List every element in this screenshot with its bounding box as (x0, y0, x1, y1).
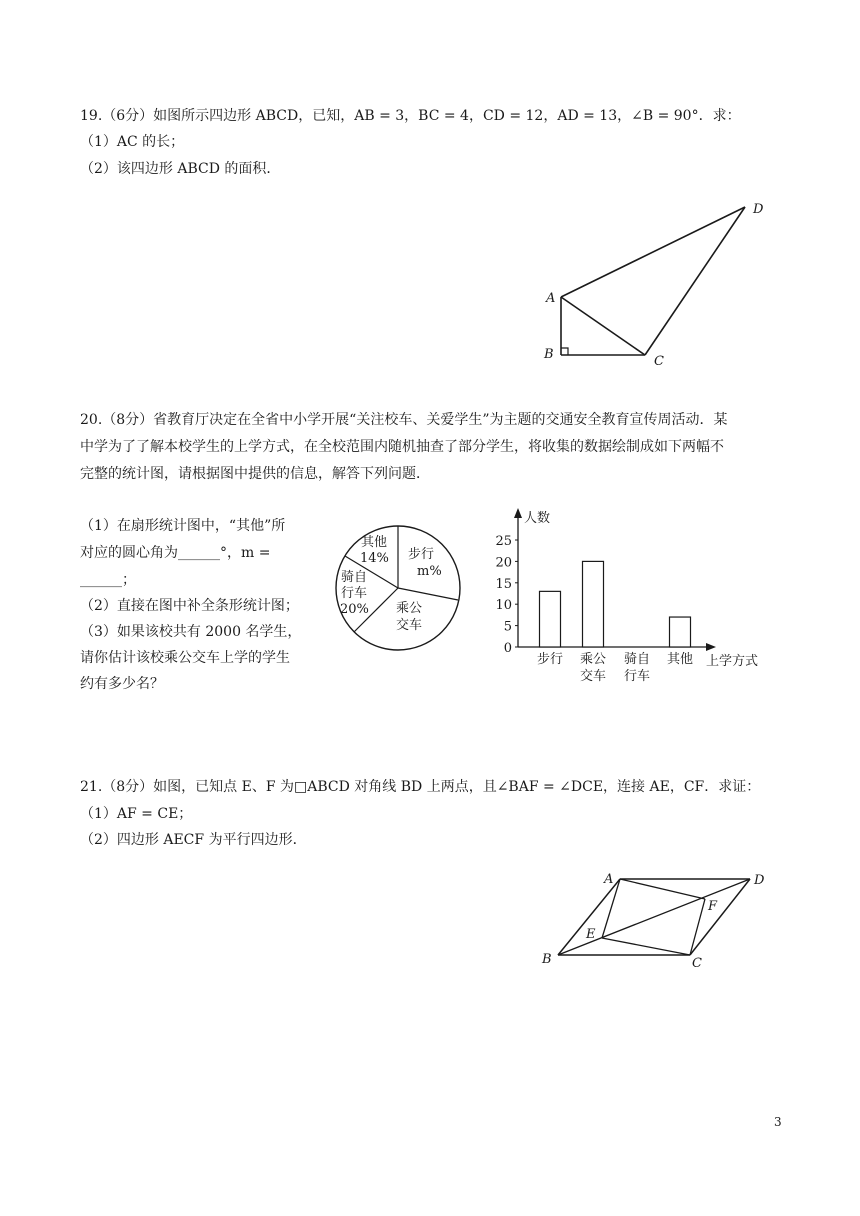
q20-text-6: 请你估计该校乘公交车上学的学生 (80, 650, 290, 666)
y-axis-arrow (514, 508, 522, 518)
y-tick-label-4: 20 (495, 555, 512, 571)
q20-text-3: ______； (80, 572, 136, 588)
q20-text-4: （2）直接在图中补全条形统计图； (80, 598, 299, 614)
q21-part2: （2）四边形 AECF 为平行四边形． (80, 832, 307, 848)
q19-label-c: C (654, 354, 664, 369)
category-label-2-0: 骑自 (623, 652, 651, 667)
q21-label-a: A (604, 872, 614, 887)
y-tick-label-1: 5 (503, 619, 512, 635)
pie-walk-label: 步行 (408, 547, 435, 562)
q19-figure (530, 195, 780, 375)
y-axis-label: 人数 (524, 511, 551, 526)
q20-stem-line1: 20.（8分）省教育厅决定在全省中小学开展“关注校车、关爱学生”为主题的交通安全教育宣传周活动．某 (80, 412, 728, 428)
pie-bus-label-1: 乘公 (396, 601, 423, 616)
q21-label-d: D (754, 873, 765, 888)
category-label-0-0: 步行 (536, 652, 564, 667)
y-tick-label-3: 15 (495, 576, 512, 592)
y-tick-label-2: 10 (495, 598, 512, 614)
category-label-2-1: 行车 (623, 669, 651, 684)
q21-stem: 21.（8分）如图，已知点 E、F 为□ABCD 对角线 BD 上两点，且∠BAF = ∠DCE，连接 AE，CF．求证： (80, 779, 761, 795)
bar-3 (670, 617, 691, 647)
pie-other-percent: 14% (360, 551, 389, 566)
category-label-3-0: 其他 (666, 652, 694, 667)
pie-walk-percent: m% (417, 564, 442, 579)
q20-text-7: 约有多少名？ (80, 676, 164, 692)
q21-label-c: C (692, 956, 702, 971)
bar-chart (480, 500, 780, 690)
y-tick-label-0: 0 (503, 641, 512, 656)
q21-figure (530, 865, 790, 975)
q19-label-d: D (753, 202, 764, 217)
q20-stem-line3: 完整的统计图，请根据图中提供的信息，解答下列问题． (80, 466, 430, 482)
page-number: 3 (774, 1115, 782, 1129)
pie-chart (330, 518, 470, 663)
q21-label-b: B (542, 952, 552, 967)
pie-bike-label-1: 骑自 (341, 570, 368, 585)
q21-label-e: E (586, 927, 596, 942)
q20-text-1: （1）在扇形统计图中，“其他”所 (80, 518, 286, 534)
pie-bike-label-2: 行车 (341, 586, 368, 601)
y-tick-label-5: 25 (495, 534, 512, 549)
x-axis-arrow (706, 643, 716, 651)
q19-label-b: B (544, 347, 554, 362)
pie-bike-percent: 20% (340, 602, 369, 617)
pie-divider-right (398, 588, 458, 600)
q20-text-2: 对应的圆心角为______°，m = (80, 545, 271, 561)
q19-stem: 19.（6分）如图所示四边形 ABCD，已知，AB = 3，BC = 4，CD = 12，AD = 13，∠B = 90°．求： (80, 108, 741, 124)
q20-text-5: （3）如果该校共有 2000 名学生， (80, 624, 302, 640)
category-label-1-0: 乘公 (579, 652, 607, 667)
q21-part1: （1）AF = CE； (80, 806, 193, 822)
q21-label-f: F (708, 899, 718, 914)
q19-part2: （2）该四边形 ABCD 的面积． (80, 161, 281, 177)
q19-part1: （1）AC 的长； (80, 134, 185, 150)
q20-stem-line2: 中学为了了解本校学生的上学方式，在全校范围内随机抽查了部分学生，将收集的数据绘制成如下两幅不 (80, 439, 724, 455)
x-axis-label: 上学方式 (706, 654, 759, 669)
category-label-1-1: 交车 (579, 669, 607, 684)
pie-other-label: 其他 (361, 535, 388, 550)
q19-label-a: A (546, 291, 556, 306)
bar-1 (583, 561, 604, 647)
pie-bus-label-2: 交车 (396, 618, 423, 633)
bar-0 (540, 591, 561, 647)
